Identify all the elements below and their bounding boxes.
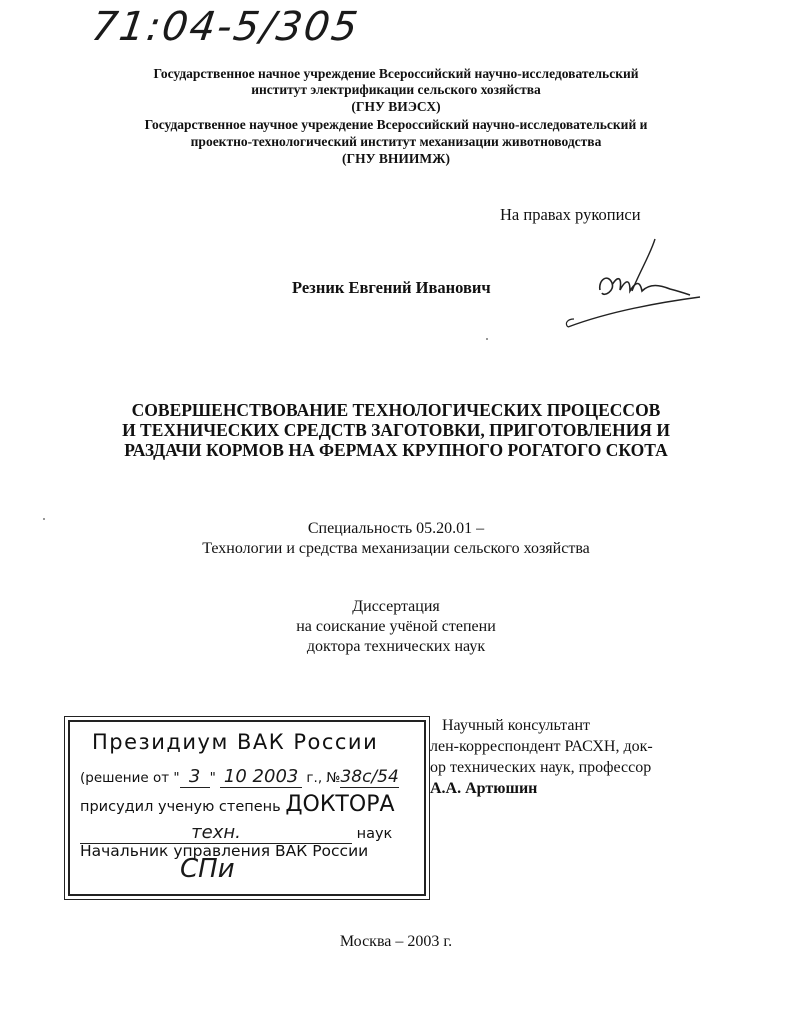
consultant-block xyxy=(430,715,653,799)
stamp-chief-title: Начальник управления ВАК России xyxy=(80,842,369,860)
author-name: Резник Евгений Иванович xyxy=(292,278,491,297)
consultant-label: Научный консультант xyxy=(442,717,590,734)
stamp-awarded-text: присудил ученую степень xyxy=(80,799,286,815)
stamp-decision-day: 3 xyxy=(180,766,210,788)
stamp-decision-date: 10 2003 xyxy=(220,766,302,788)
specialty-code: Специальность 05.20.01 – xyxy=(307,520,485,537)
dissertation-degree: доктора технических наук xyxy=(306,638,486,655)
dissertation-label: Диссертация xyxy=(352,598,440,615)
manuscript-rights: На правах рукописи xyxy=(500,205,641,224)
stamp-decision-prefix: (решение от " xyxy=(80,770,180,786)
specialty-name: Технологии и средства механизации сельского хозяйства xyxy=(202,540,590,557)
stamp-field-line xyxy=(80,822,410,844)
scan-speck xyxy=(486,338,488,340)
consultant-degree: ор технических наук, профессор xyxy=(430,759,652,776)
institution-line-5: проектно-технологический институт механизации животноводства xyxy=(190,134,602,149)
institution-line-2: институт электрификации сельского хозяйства xyxy=(251,82,541,97)
institution-line-1: Государственное начное учреждение Всероссийский научно-исследовательский xyxy=(153,66,639,81)
stamp-field-suffix: наук xyxy=(356,826,393,842)
title-line-2: И ТЕХНИЧЕСКИХ СРЕДСТВ ЗАГОТОВКИ, ПРИГОТОВЛЕНИЯ И xyxy=(122,420,670,440)
stamp-decision-mid: " xyxy=(209,770,221,786)
consultant-name: А.А. Артюшин xyxy=(430,780,538,797)
title-line-3: РАЗДАЧИ КОРМОВ НА ФЕРМАХ КРУПНОГО РОГАТОГО СКОТА xyxy=(124,440,668,460)
stamp-awarded-line xyxy=(80,792,395,817)
stamp-chief-signature: СПи xyxy=(180,854,235,884)
dissertation-purpose: на соискание учёной степени xyxy=(296,618,496,635)
handwritten-registry-number: 71:04-5/305 xyxy=(88,4,363,50)
institution-abbr-1: (ГНУ ВИЭСХ) xyxy=(351,99,441,114)
author-signature xyxy=(560,235,710,335)
vak-stamp xyxy=(68,720,426,896)
stamp-degree: ДОКТОРА xyxy=(285,792,395,817)
stamp-field-handwritten: техн. xyxy=(80,822,352,844)
stamp-decision-number: 38с/54 xyxy=(340,767,399,787)
consultant-title: лен-корреспондент РАСХН, док- xyxy=(430,738,653,755)
stamp-decision-line xyxy=(80,766,399,788)
stamp-decision-g: г., № xyxy=(302,770,341,786)
title-line-1: СОВЕРШЕНСТВОВАНИЕ ТЕХНОЛОГИЧЕСКИХ ПРОЦЕССОВ xyxy=(131,400,661,420)
stamp-title: Президиум ВАК России xyxy=(92,730,379,754)
city-year: Москва – 2003 г. xyxy=(339,933,453,950)
institution-abbr-2: (ГНУ ВНИИМЖ) xyxy=(342,151,450,166)
institution-line-4: Государственное научное учреждение Всероссийский научно-исследовательский и xyxy=(144,117,648,132)
